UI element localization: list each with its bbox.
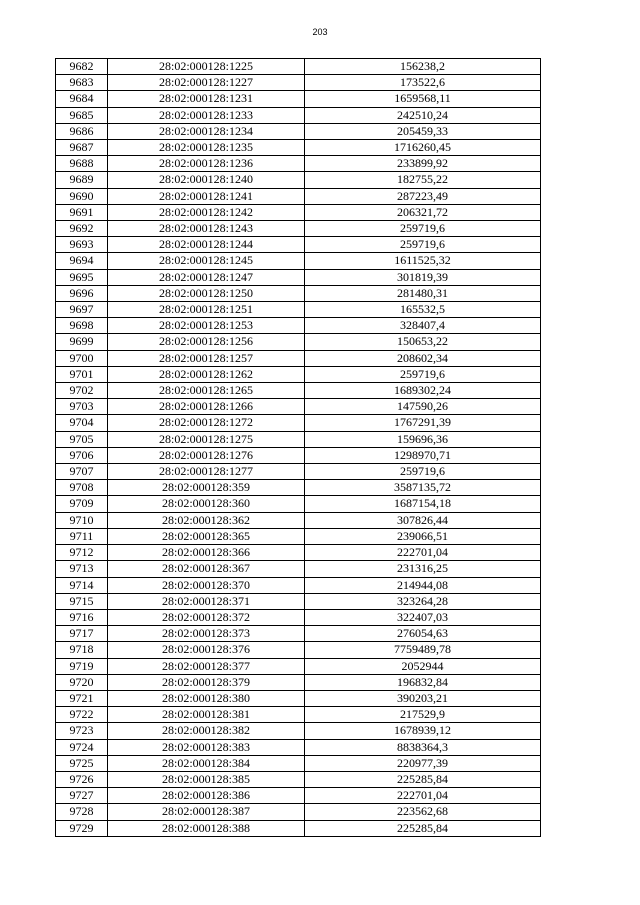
table-row	[56, 302, 541, 318]
cadastral-number-cell: 28:02:000128:388	[108, 820, 305, 836]
cadastral-number-cell: 28:02:000128:1245	[108, 253, 305, 269]
row-number-cell: 9710	[56, 512, 108, 528]
table-row	[56, 626, 541, 642]
row-number-cell: 9714	[56, 577, 108, 593]
row-number-cell: 9692	[56, 221, 108, 237]
value-cell: 1611525,32	[305, 253, 541, 269]
cadastral-number-cell: 28:02:000128:1231	[108, 91, 305, 107]
table-row	[56, 140, 541, 156]
cadastral-number-cell: 28:02:000128:1251	[108, 302, 305, 318]
row-number-cell: 9715	[56, 593, 108, 609]
value-cell: 8838364,3	[305, 739, 541, 755]
table-row	[56, 771, 541, 787]
cadastral-number-cell: 28:02:000128:372	[108, 609, 305, 625]
cadastral-number-cell: 28:02:000128:1275	[108, 431, 305, 447]
cadastral-number-cell: 28:02:000128:1262	[108, 366, 305, 382]
value-cell: 165532,5	[305, 302, 541, 318]
row-number-cell: 9684	[56, 91, 108, 107]
table-row	[56, 188, 541, 204]
row-number-cell: 9709	[56, 496, 108, 512]
cadastral-number-cell: 28:02:000128:366	[108, 545, 305, 561]
value-cell: 222701,04	[305, 788, 541, 804]
table-row	[56, 204, 541, 220]
table-row	[56, 253, 541, 269]
cadastral-number-cell: 28:02:000128:362	[108, 512, 305, 528]
row-number-cell: 9704	[56, 415, 108, 431]
value-cell: 3587135,72	[305, 480, 541, 496]
cadastral-number-cell: 28:02:000128:1227	[108, 75, 305, 91]
value-cell: 156238,2	[305, 59, 541, 75]
table-row	[56, 496, 541, 512]
value-cell: 307826,44	[305, 512, 541, 528]
cadastral-number-cell: 28:02:000128:371	[108, 593, 305, 609]
table-row	[56, 690, 541, 706]
value-cell: 225285,84	[305, 820, 541, 836]
table-row	[56, 674, 541, 690]
cadastral-number-cell: 28:02:000128:376	[108, 642, 305, 658]
table-row	[56, 512, 541, 528]
table-row	[56, 318, 541, 334]
table-body	[56, 59, 541, 837]
value-cell: 150653,22	[305, 334, 541, 350]
cadastral-number-cell: 28:02:000128:385	[108, 771, 305, 787]
cadastral-number-cell: 28:02:000128:367	[108, 561, 305, 577]
cadastral-number-cell: 28:02:000128:377	[108, 658, 305, 674]
cadastral-number-cell: 28:02:000128:1266	[108, 399, 305, 415]
value-cell: 196832,84	[305, 674, 541, 690]
table-row	[56, 609, 541, 625]
row-number-cell: 9718	[56, 642, 108, 658]
cadastral-number-cell: 28:02:000128:1272	[108, 415, 305, 431]
cadastral-number-cell: 28:02:000128:1244	[108, 237, 305, 253]
value-cell: 1687154,18	[305, 496, 541, 512]
cadastral-number-cell: 28:02:000128:1240	[108, 172, 305, 188]
row-number-cell: 9701	[56, 366, 108, 382]
table-row	[56, 334, 541, 350]
row-number-cell: 9706	[56, 447, 108, 463]
table-row	[56, 107, 541, 123]
cadastral-number-cell: 28:02:000128:360	[108, 496, 305, 512]
cadastral-number-cell: 28:02:000128:1277	[108, 464, 305, 480]
cadastral-number-cell: 28:02:000128:1276	[108, 447, 305, 463]
value-cell: 1767291,39	[305, 415, 541, 431]
value-cell: 276054,63	[305, 626, 541, 642]
row-number-cell: 9702	[56, 383, 108, 399]
cadastral-number-cell: 28:02:000128:381	[108, 707, 305, 723]
row-number-cell: 9713	[56, 561, 108, 577]
cadastral-number-cell: 28:02:000128:373	[108, 626, 305, 642]
row-number-cell: 9682	[56, 59, 108, 75]
value-cell: 1659568,11	[305, 91, 541, 107]
table-row	[56, 383, 541, 399]
value-cell: 301819,39	[305, 269, 541, 285]
cadastral-number-cell: 28:02:000128:1234	[108, 123, 305, 139]
value-cell: 259719,6	[305, 237, 541, 253]
cadastral-number-cell: 28:02:000128:387	[108, 804, 305, 820]
cadastral-number-cell: 28:02:000128:1225	[108, 59, 305, 75]
table-row	[56, 593, 541, 609]
table-row	[56, 447, 541, 463]
value-cell: 1298970,71	[305, 447, 541, 463]
table-row	[56, 723, 541, 739]
row-number-cell: 9722	[56, 707, 108, 723]
row-number-cell: 9717	[56, 626, 108, 642]
table-row	[56, 366, 541, 382]
row-number-cell: 9721	[56, 690, 108, 706]
page-number: 203	[312, 27, 328, 37]
value-cell: 239066,51	[305, 528, 541, 544]
row-number-cell: 9693	[56, 237, 108, 253]
value-cell: 1678939,12	[305, 723, 541, 739]
row-number-cell: 9728	[56, 804, 108, 820]
row-number-cell: 9685	[56, 107, 108, 123]
row-number-cell: 9707	[56, 464, 108, 480]
value-cell: 1716260,45	[305, 140, 541, 156]
value-cell: 322407,03	[305, 609, 541, 625]
table-row	[56, 431, 541, 447]
table-row	[56, 788, 541, 804]
value-cell: 223562,68	[305, 804, 541, 820]
value-cell: 206321,72	[305, 204, 541, 220]
cadastral-number-cell: 28:02:000128:1265	[108, 383, 305, 399]
table-row	[56, 528, 541, 544]
value-cell: 231316,25	[305, 561, 541, 577]
cadastral-number-cell: 28:02:000128:1236	[108, 156, 305, 172]
row-number-cell: 9698	[56, 318, 108, 334]
value-cell: 390203,21	[305, 690, 541, 706]
value-cell: 259719,6	[305, 366, 541, 382]
value-cell: 287223,49	[305, 188, 541, 204]
row-number-cell: 9720	[56, 674, 108, 690]
table-row	[56, 755, 541, 771]
row-number-cell: 9700	[56, 350, 108, 366]
table-row	[56, 350, 541, 366]
table-row	[56, 221, 541, 237]
row-number-cell: 9725	[56, 755, 108, 771]
row-number-cell: 9712	[56, 545, 108, 561]
cadastral-number-cell: 28:02:000128:383	[108, 739, 305, 755]
cadastral-number-cell: 28:02:000128:1235	[108, 140, 305, 156]
table-row	[56, 464, 541, 480]
cadastral-value-table	[55, 58, 541, 837]
value-cell: 1689302,24	[305, 383, 541, 399]
row-number-cell: 9703	[56, 399, 108, 415]
row-number-cell: 9727	[56, 788, 108, 804]
cadastral-number-cell: 28:02:000128:370	[108, 577, 305, 593]
row-number-cell: 9699	[56, 334, 108, 350]
row-number-cell: 9729	[56, 820, 108, 836]
cadastral-number-cell: 28:02:000128:1247	[108, 269, 305, 285]
table-row	[56, 739, 541, 755]
row-number-cell: 9686	[56, 123, 108, 139]
value-cell: 182755,22	[305, 172, 541, 188]
value-cell: 2052944	[305, 658, 541, 674]
cadastral-number-cell: 28:02:000128:365	[108, 528, 305, 544]
table-row	[56, 285, 541, 301]
cadastral-number-cell: 28:02:000128:1243	[108, 221, 305, 237]
table-row	[56, 59, 541, 75]
row-number-cell: 9711	[56, 528, 108, 544]
row-number-cell: 9726	[56, 771, 108, 787]
value-cell: 214944,08	[305, 577, 541, 593]
cadastral-number-cell: 28:02:000128:1233	[108, 107, 305, 123]
value-cell: 242510,24	[305, 107, 541, 123]
value-cell: 259719,6	[305, 464, 541, 480]
row-number-cell: 9687	[56, 140, 108, 156]
value-cell: 328407,4	[305, 318, 541, 334]
cadastral-number-cell: 28:02:000128:1253	[108, 318, 305, 334]
table-row	[56, 577, 541, 593]
row-number-cell: 9694	[56, 253, 108, 269]
row-number-cell: 9705	[56, 431, 108, 447]
row-number-cell: 9716	[56, 609, 108, 625]
value-cell: 233899,92	[305, 156, 541, 172]
cadastral-number-cell: 28:02:000128:386	[108, 788, 305, 804]
table-row	[56, 707, 541, 723]
table-row	[56, 269, 541, 285]
table-row	[56, 658, 541, 674]
row-number-cell: 9719	[56, 658, 108, 674]
row-number-cell: 9696	[56, 285, 108, 301]
cadastral-number-cell: 28:02:000128:1256	[108, 334, 305, 350]
value-cell: 159696,36	[305, 431, 541, 447]
table-row	[56, 75, 541, 91]
table-row	[56, 415, 541, 431]
table-row	[56, 237, 541, 253]
value-cell: 220977,39	[305, 755, 541, 771]
value-cell: 173522,6	[305, 75, 541, 91]
value-cell: 259719,6	[305, 221, 541, 237]
row-number-cell: 9690	[56, 188, 108, 204]
cadastral-number-cell: 28:02:000128:1241	[108, 188, 305, 204]
cadastral-number-cell: 28:02:000128:1250	[108, 285, 305, 301]
value-cell: 147590,26	[305, 399, 541, 415]
table-row	[56, 123, 541, 139]
row-number-cell: 9688	[56, 156, 108, 172]
row-number-cell: 9691	[56, 204, 108, 220]
value-cell: 323264,28	[305, 593, 541, 609]
table-row	[56, 399, 541, 415]
value-cell: 217529,9	[305, 707, 541, 723]
table-row	[56, 91, 541, 107]
value-cell: 208602,34	[305, 350, 541, 366]
row-number-cell: 9689	[56, 172, 108, 188]
cadastral-number-cell: 28:02:000128:1257	[108, 350, 305, 366]
row-number-cell: 9695	[56, 269, 108, 285]
row-number-cell: 9724	[56, 739, 108, 755]
row-number-cell: 9697	[56, 302, 108, 318]
value-cell: 7759489,78	[305, 642, 541, 658]
cadastral-number-cell: 28:02:000128:1242	[108, 204, 305, 220]
cadastral-number-cell: 28:02:000128:384	[108, 755, 305, 771]
value-cell: 205459,33	[305, 123, 541, 139]
value-cell: 281480,31	[305, 285, 541, 301]
cadastral-number-cell: 28:02:000128:380	[108, 690, 305, 706]
table-row	[56, 172, 541, 188]
table-row	[56, 561, 541, 577]
cadastral-number-cell: 28:02:000128:359	[108, 480, 305, 496]
table-row	[56, 804, 541, 820]
value-cell: 225285,84	[305, 771, 541, 787]
cadastral-number-cell: 28:02:000128:379	[108, 674, 305, 690]
table-row	[56, 545, 541, 561]
cadastral-number-cell: 28:02:000128:382	[108, 723, 305, 739]
row-number-cell: 9723	[56, 723, 108, 739]
table-row	[56, 156, 541, 172]
row-number-cell: 9683	[56, 75, 108, 91]
table-row	[56, 820, 541, 836]
table-row	[56, 642, 541, 658]
value-cell: 222701,04	[305, 545, 541, 561]
table-row	[56, 480, 541, 496]
row-number-cell: 9708	[56, 480, 108, 496]
